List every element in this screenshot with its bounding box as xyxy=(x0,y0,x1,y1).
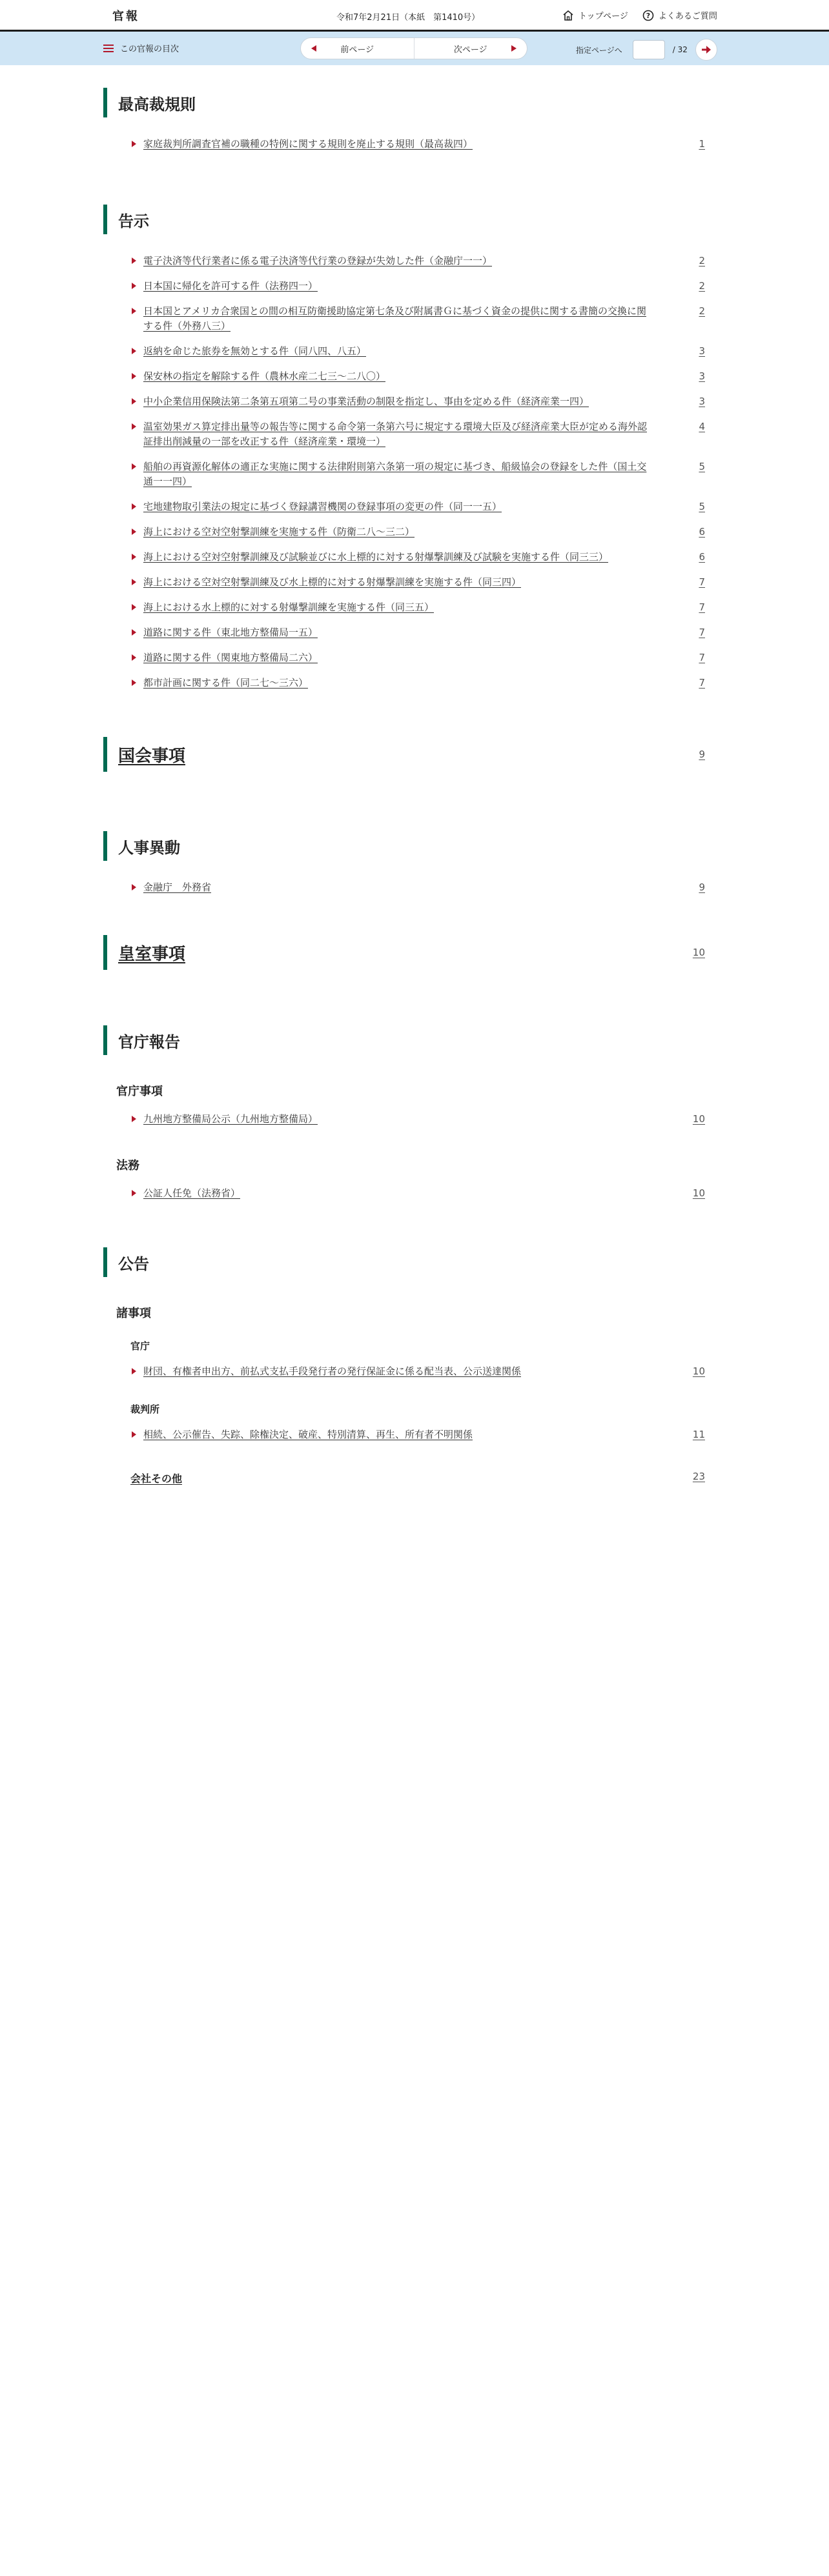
toc-entry[interactable] xyxy=(103,1359,705,1384)
hamburger-icon xyxy=(103,44,114,53)
bullet-icon xyxy=(132,308,136,314)
entry-list xyxy=(103,875,705,900)
toc-entry[interactable] xyxy=(103,389,705,414)
bullet-icon xyxy=(132,604,136,610)
section-heading xyxy=(103,831,705,861)
toc-entry[interactable] xyxy=(103,875,705,900)
prev-page-button[interactable] xyxy=(301,38,414,59)
section-title: 最高裁規則 xyxy=(118,95,196,114)
entry-title[interactable]: 海上における水上標的に対する射爆撃訓練を実施する件（同三五） xyxy=(143,601,435,613)
entry-title[interactable]: 宅地建物取引業法の規定に基づく登録講習機関の登録事項の変更の件（同一一五） xyxy=(143,501,502,512)
entry-title[interactable]: 海上における空対空射撃訓練を実施する件（防衛二八〜三二） xyxy=(143,526,415,538)
entry-page[interactable]: 9 xyxy=(699,881,705,893)
bullet-icon xyxy=(132,348,136,354)
top-page-link[interactable] xyxy=(562,9,628,21)
toc-label: この官報の目次 xyxy=(120,45,179,54)
page-jump xyxy=(576,39,717,61)
toc-entry[interactable] xyxy=(103,620,705,645)
entry-title[interactable]: 船舶の再資源化解体の適正な実施に関する法律附則第六条第一項の規定に基づき、船級協会の登録をした件（国土交通一一四） xyxy=(143,461,647,487)
entry-page[interactable]: 10 xyxy=(692,1187,705,1199)
entry-page[interactable]: 7 xyxy=(699,576,705,588)
bullet-icon xyxy=(132,503,136,510)
entry-title[interactable]: 温室効果ガス算定排出量等の報告等に関する命令第一条第六号に規定する環境大臣及び経済産業大臣が定める海外認証排出削減量の一部を改正する件（経済産業・環境一） xyxy=(143,421,648,447)
toc-entry[interactable] xyxy=(103,364,705,389)
entry-page[interactable]: 11 xyxy=(692,1429,705,1440)
subsection-subtitle: 官庁 xyxy=(130,1340,150,1352)
bullet-icon xyxy=(132,1190,136,1196)
bullet-icon xyxy=(132,1431,136,1438)
next-page-label: 次ページ xyxy=(453,45,487,55)
section-heading xyxy=(103,205,705,234)
toc-entry[interactable] xyxy=(103,1107,705,1132)
toc-content xyxy=(103,88,705,1492)
entry-page[interactable]: 3 xyxy=(699,370,705,382)
toc-entry[interactable] xyxy=(103,1181,705,1206)
entry-page[interactable]: 7 xyxy=(699,677,705,689)
entry-title[interactable]: 中小企業信用保険法第二条第五項第二号の事業活動の制限を指定し、事由を定める件（経済産業一四） xyxy=(143,396,589,407)
toc-entry[interactable] xyxy=(103,339,705,364)
entry-title[interactable]: 九州地方整備局公示（九州地方整備局） xyxy=(143,1113,318,1125)
bullet-icon xyxy=(132,373,136,379)
entry-page[interactable]: 1 xyxy=(699,138,705,150)
bullet-icon xyxy=(132,1116,136,1122)
section-page[interactable]: 9 xyxy=(699,749,705,760)
toc-entry[interactable] xyxy=(103,545,705,570)
bullet-icon xyxy=(132,283,136,289)
toc-entry[interactable] xyxy=(103,274,705,299)
entry-page[interactable]: 7 xyxy=(699,652,705,663)
subsection-title: 法務 xyxy=(116,1159,139,1172)
toc-entry[interactable] xyxy=(103,570,705,595)
entry-title[interactable]: 海上における空対空射撃訓練及び試験並びに水上標的に対する射爆撃訓練及び試験を実施する件（同三三） xyxy=(143,551,609,563)
toc-entry[interactable] xyxy=(103,645,705,670)
entry-title[interactable]: 日本国に帰化を許可する件（法務四一） xyxy=(143,280,318,292)
entry-page[interactable]: 2 xyxy=(699,280,705,292)
toc-entry[interactable] xyxy=(103,595,705,620)
subsection-title: 官庁事項 xyxy=(116,1085,163,1098)
entry-page[interactable]: 7 xyxy=(699,601,705,613)
total-pages: / 32 xyxy=(672,45,688,54)
subsection-page[interactable]: 23 xyxy=(692,1471,705,1482)
entry-title[interactable]: 相続、公示催告、失踪、除権決定、破産、特別清算、再生、所有者不明関係 xyxy=(143,1429,473,1440)
toc-entry[interactable] xyxy=(103,414,705,454)
question-icon xyxy=(642,10,654,21)
site-header xyxy=(0,0,829,32)
toc-entry[interactable] xyxy=(103,248,705,274)
faq-label: よくあるご質問 xyxy=(658,12,717,21)
entry-title[interactable]: 返納を命じた旅券を無効とする件（同八四、八五） xyxy=(143,345,367,357)
entry-title[interactable]: 電子決済等代行業者に係る電子決済等代行業の登録が失効した件（金融庁一一） xyxy=(143,255,493,267)
entry-page[interactable]: 2 xyxy=(699,255,705,267)
bullet-icon xyxy=(132,257,136,264)
toc-entry[interactable] xyxy=(103,299,705,339)
subsection-link-row[interactable] xyxy=(103,1447,705,1492)
entry-page[interactable]: 4 xyxy=(699,421,705,432)
toc-menu-button[interactable] xyxy=(103,42,179,54)
section-heading xyxy=(103,1247,705,1277)
entry-title[interactable]: 道路に関する件（関東地方整備局二六） xyxy=(143,652,318,663)
entry-page[interactable]: 5 xyxy=(699,461,705,472)
bullet-icon xyxy=(132,528,136,535)
toc-entry[interactable] xyxy=(103,132,705,157)
bullet-icon xyxy=(132,679,136,686)
section-title: 官庁報告 xyxy=(118,1032,180,1051)
entry-page[interactable]: 10 xyxy=(692,1113,705,1125)
section-heading xyxy=(103,1025,705,1055)
bullet-icon xyxy=(132,654,136,661)
section-title: 公告 xyxy=(118,1254,149,1273)
section-page[interactable]: 10 xyxy=(692,947,705,958)
entry-title[interactable]: 都市計画に関する件（同二七〜三六） xyxy=(143,677,309,689)
header-links xyxy=(562,9,732,21)
pager xyxy=(300,37,527,59)
faq-link[interactable] xyxy=(642,9,717,21)
entry-list xyxy=(103,132,705,157)
page-jump-label: 指定ページへ xyxy=(576,45,622,55)
entry-page[interactable]: 2 xyxy=(699,305,705,317)
kanpo-logo[interactable]: 官報 xyxy=(112,10,139,23)
entry-title[interactable]: 日本国とアメリカ合衆国との間の相互防衛援助協定第七条及び附属書Ｇに基づく資金の提供に関する書簡の交換に関する件（外務八三） xyxy=(143,305,646,332)
toc-entry[interactable] xyxy=(103,494,705,519)
svg-text:?: ? xyxy=(646,11,651,20)
toc-entry[interactable] xyxy=(103,519,705,545)
entry-title[interactable]: 財団、有権者申出方、前払式支払手段発行者の発行保証金に係る配当表、公示送達関係 xyxy=(143,1365,522,1377)
bullet-icon xyxy=(132,398,136,405)
go-button[interactable] xyxy=(695,39,717,61)
entry-list xyxy=(103,1107,705,1132)
subsection-subtitle: 裁判所 xyxy=(130,1404,160,1415)
entry-page[interactable]: 3 xyxy=(699,396,705,407)
entry-list xyxy=(103,1422,705,1447)
toc-entry[interactable] xyxy=(103,670,705,696)
bullet-icon xyxy=(132,554,136,560)
prev-page-label: 前ページ xyxy=(340,45,374,55)
section-title-link[interactable]: 皇室事項 xyxy=(118,944,186,964)
entry-title[interactable]: 道路に関する件（東北地方整備局一五） xyxy=(143,627,318,638)
top-page-label: トップページ xyxy=(578,12,628,21)
bullet-icon xyxy=(132,1368,136,1374)
toc-entry[interactable] xyxy=(103,1422,705,1447)
entry-list xyxy=(103,1359,705,1384)
entry-page[interactable]: 5 xyxy=(699,501,705,512)
page-number-input[interactable] xyxy=(633,40,665,59)
entry-page[interactable]: 6 xyxy=(699,551,705,563)
arrow-go-icon xyxy=(701,45,711,54)
entry-title[interactable]: 海上における空対空射撃訓練及び水上標的に対する射爆撃訓練を実施する件（同三四） xyxy=(143,576,522,588)
entry-list xyxy=(103,1181,705,1206)
bullet-icon xyxy=(132,579,136,585)
bullet-icon xyxy=(132,463,136,470)
navigation-bar xyxy=(0,32,829,65)
entry-title[interactable]: 保安林の指定を解除する件（農林水産二七三〜二八〇） xyxy=(143,370,386,382)
entry-page[interactable]: 3 xyxy=(699,345,705,357)
subsection-title: 諸事項 xyxy=(116,1307,151,1320)
arrow-right-icon xyxy=(511,45,517,52)
entry-list xyxy=(103,248,705,696)
section-heading xyxy=(103,88,705,117)
arrow-left-icon xyxy=(311,45,316,52)
section-heading-linked xyxy=(103,737,705,772)
entry-title[interactable]: 公証人任免（法務省） xyxy=(143,1187,241,1199)
entry-page[interactable]: 7 xyxy=(699,627,705,638)
entry-page[interactable]: 10 xyxy=(692,1365,705,1377)
toc-entry[interactable] xyxy=(103,454,705,494)
bullet-icon xyxy=(132,141,136,147)
section-title: 人事異動 xyxy=(118,838,180,857)
entry-title[interactable]: 家庭裁判所調査官補の職種の特例に関する規則を廃止する規則（最高裁四） xyxy=(143,138,473,150)
entry-title[interactable]: 金融庁 外務省 xyxy=(143,881,212,893)
section-title: 告示 xyxy=(118,212,149,230)
section-title-link[interactable]: 国会事項 xyxy=(118,746,186,766)
bullet-icon xyxy=(132,423,136,430)
section-heading-linked xyxy=(103,935,705,970)
bullet-icon xyxy=(132,884,136,891)
subsection-link[interactable]: 会社その他 xyxy=(130,1473,183,1485)
next-page-button[interactable] xyxy=(414,38,527,59)
issue-date: 令和7年2月21日（本紙 第1410号） xyxy=(336,13,480,23)
home-icon xyxy=(562,10,574,21)
entry-page[interactable]: 6 xyxy=(699,526,705,538)
bullet-icon xyxy=(132,629,136,636)
